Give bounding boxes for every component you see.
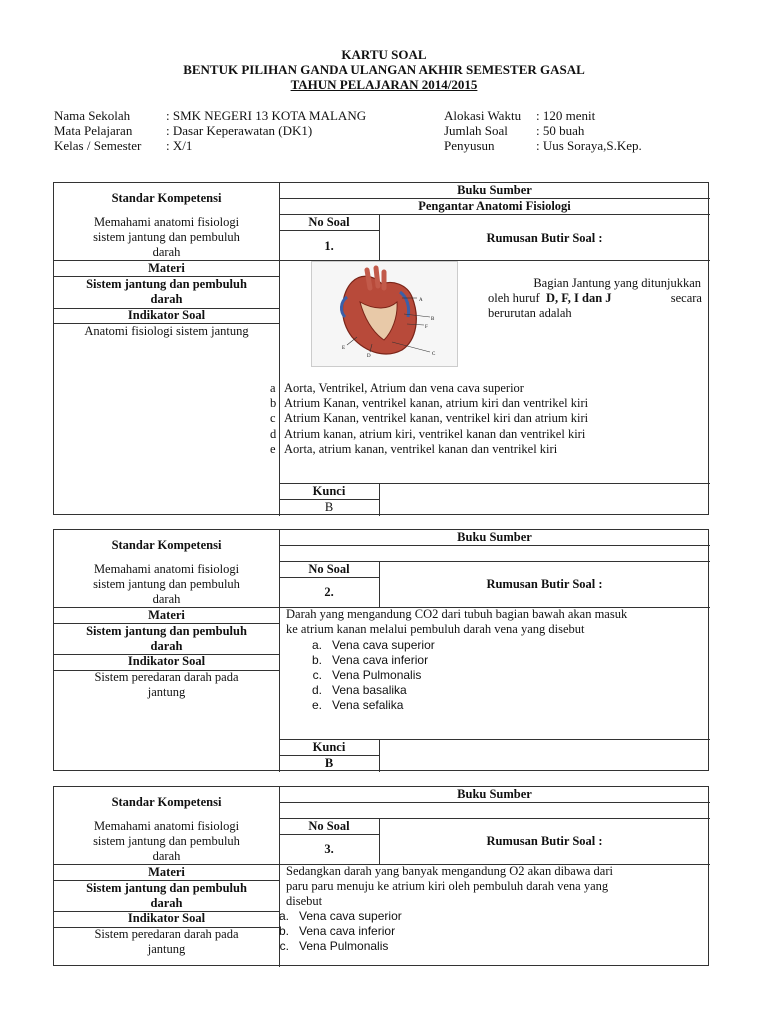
no-soal-value: 2. bbox=[324, 585, 334, 599]
heart-label: F bbox=[425, 325, 428, 330]
materi-label: Materi bbox=[148, 865, 185, 879]
option-letter: a bbox=[270, 381, 276, 395]
info-label: Alokasi Waktu bbox=[444, 108, 522, 123]
buku-sumber-value: Pengantar Anatomi Fisiologi bbox=[418, 199, 571, 213]
option-text: Atrium Kanan, ventrikel kanan, atrium kiri dan ventrikel kiri bbox=[284, 396, 589, 410]
indikator-label: Indikator Soal bbox=[127, 654, 206, 668]
no-soal-label: No Soal bbox=[308, 819, 350, 833]
info-value: : SMK NEGERI 13 KOTA MALANG bbox=[166, 108, 367, 123]
buku-sumber-label: Buku Sumber bbox=[457, 787, 532, 801]
question-text-line: ke atrium kanan melalui pembuluh darah vena yang disebut bbox=[286, 622, 585, 636]
question-text-line: Sedangkan darah yang banyak mengandung O2 akan dibawa dari bbox=[286, 864, 613, 878]
info-value: : X/1 bbox=[166, 138, 193, 153]
question-card-2 bbox=[53, 529, 709, 771]
option-text: Atrium kanan, atrium kiri, ventrikel kanan dan ventrikel kiri bbox=[284, 427, 586, 441]
heart-label: B bbox=[431, 317, 435, 322]
info-value: : 120 menit bbox=[536, 108, 596, 123]
no-soal-label: No Soal bbox=[308, 215, 350, 229]
option-text: Aorta, Ventrikel, Atrium dan vena cava superior bbox=[284, 381, 524, 395]
question-card-1 bbox=[53, 182, 709, 515]
option-item: a. Vena cava superior bbox=[278, 909, 402, 923]
doc-title: KARTU SOAL bbox=[341, 47, 427, 62]
standar-kompetensi-label: Standar Kompetensi bbox=[111, 795, 222, 809]
question-text-line: Darah yang mengandung CO2 dari tubuh bagian bawah akan masuk bbox=[286, 607, 628, 621]
materi-label: Materi bbox=[148, 261, 185, 275]
rumusan-label: Rumusan Butir Soal : bbox=[486, 231, 603, 245]
materi-value: Sistem jantung dan pembuluh darah bbox=[86, 277, 247, 306]
info-label: Penyusun bbox=[444, 138, 495, 153]
option-item: c. Vena Pulmonalis bbox=[279, 939, 389, 953]
materi-label: Materi bbox=[148, 608, 185, 622]
info-label: Jumlah Soal bbox=[444, 123, 508, 138]
question-card-3 bbox=[53, 786, 709, 966]
heart-label: A bbox=[419, 298, 423, 303]
option-letter: c bbox=[270, 411, 276, 425]
kompetensi-text: Memahami anatomi fisiologi sistem jantung dan pembuluh darah bbox=[93, 562, 240, 606]
materi-value: Sistem jantung dan pembuluh darah bbox=[86, 881, 247, 910]
rumusan-label: Rumusan Butir Soal : bbox=[486, 834, 603, 848]
option-item: c. Vena Pulmonalis bbox=[312, 668, 422, 682]
kompetensi-text: Memahami anatomi fisiologi sistem jantung dan pembuluh darah bbox=[93, 819, 240, 863]
heart-diagram bbox=[311, 261, 458, 367]
no-soal-value: 3. bbox=[324, 842, 334, 856]
standar-kompetensi-label: Standar Kompetensi bbox=[111, 538, 222, 552]
option-letter: d bbox=[270, 427, 277, 441]
indikator-label: Indikator Soal bbox=[127, 911, 206, 925]
info-value: : Uus Soraya,S.Kep. bbox=[536, 138, 642, 153]
kunci-value: B bbox=[324, 500, 334, 514]
materi-value: Sistem jantung dan pembuluh darah bbox=[86, 624, 247, 653]
info-value: : 50 buah bbox=[536, 123, 585, 138]
kunci-value: B bbox=[324, 756, 334, 770]
question-text-line: berurutan adalah bbox=[488, 306, 572, 320]
no-soal-value: 1. bbox=[324, 239, 334, 253]
option-item: b. Vena cava inferior bbox=[278, 924, 396, 938]
indikator-value: Sistem peredaran darah pada jantung bbox=[94, 670, 239, 699]
heart-illustration bbox=[312, 262, 457, 366]
buku-sumber-label: Buku Sumber bbox=[457, 183, 532, 197]
option-text: Atrium Kanan, ventrikel kanan, ventrikel kiri dan atrium kiri bbox=[284, 411, 589, 425]
buku-sumber-label: Buku Sumber bbox=[457, 530, 532, 544]
option-item: d. Vena basalika bbox=[311, 683, 407, 697]
option-letter: e bbox=[270, 442, 276, 456]
standar-kompetensi-label: Standar Kompetensi bbox=[111, 191, 222, 205]
info-label: Nama Sekolah bbox=[54, 108, 131, 123]
question-text-line: oleh huruf D, F, I dan J secara bbox=[488, 291, 702, 305]
question-text-line: paru paru menuju ke atrium kiri oleh pembuluh darah vena yang bbox=[286, 879, 609, 893]
option-item: b. Vena cava inferior bbox=[311, 653, 429, 667]
indikator-value: Sistem peredaran darah pada jantung bbox=[94, 927, 239, 956]
heart-label: D bbox=[367, 354, 371, 359]
info-value: : Dasar Keperawatan (DK1) bbox=[166, 123, 313, 138]
question-text-line: Bagian Jantung yang ditunjukkan bbox=[533, 276, 701, 290]
kompetensi-text: Memahami anatomi fisiologi sistem jantung dan pembuluh darah bbox=[93, 215, 240, 259]
option-text: Aorta, atrium kanan, ventrikel kanan dan ventrikel kiri bbox=[284, 442, 558, 456]
indikator-label: Indikator Soal bbox=[127, 308, 206, 322]
indikator-value: Anatomi fisiologi sistem jantung bbox=[84, 324, 249, 338]
doc-year: TAHUN PELAJARAN 2014/2015 bbox=[290, 77, 478, 92]
rumusan-label: Rumusan Butir Soal : bbox=[486, 577, 603, 591]
option-item: e. Vena sefalika bbox=[311, 698, 404, 712]
question-text-line: disebut bbox=[286, 894, 323, 908]
info-label: Kelas / Semester bbox=[54, 138, 142, 153]
no-soal-label: No Soal bbox=[308, 562, 350, 576]
heart-label: E bbox=[342, 346, 346, 351]
option-letter: b bbox=[270, 396, 277, 410]
info-label: Mata Pelajaran bbox=[54, 123, 133, 138]
kunci-label: Kunci bbox=[312, 740, 346, 754]
option-item: a. Vena cava superior bbox=[311, 638, 435, 652]
doc-subtitle: BENTUK PILIHAN GANDA ULANGAN AKHIR SEMESTER GASAL bbox=[183, 62, 585, 77]
heart-label: C bbox=[432, 352, 436, 357]
kunci-label: Kunci bbox=[312, 484, 346, 498]
